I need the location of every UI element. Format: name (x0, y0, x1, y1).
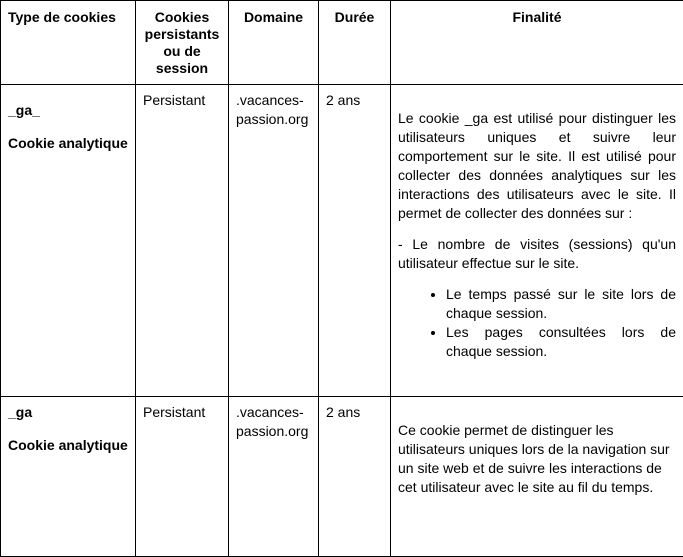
table-row (1, 397, 683, 557)
duration-cell: 2 ans (319, 85, 391, 397)
header-persistence: Cookies persistants ou de session (136, 1, 229, 85)
cookie-category: Cookie analytique (8, 134, 128, 153)
cookie-type-cell (1, 85, 136, 397)
cookie-name: _ga_ (8, 101, 128, 120)
table-row (1, 85, 683, 397)
persistence-cell: Persistant (136, 85, 229, 397)
header-purpose: Finalité (391, 1, 683, 85)
domain-cell: .vacances-passion.org (229, 397, 319, 557)
cookie-category: Cookie analytique (8, 436, 128, 455)
table-header-row (1, 1, 683, 85)
purpose-bullet-list (398, 285, 676, 361)
header-cookie-type: Type de cookies (1, 1, 136, 85)
cookie-type-cell (1, 397, 136, 557)
list-item: • Le temps passé sur le site lors de chaque session. (446, 285, 676, 323)
list-item: • Les pages consultées lors de chaque session. (446, 323, 676, 361)
purpose-line: - Le nombre de visites (sessions) qu'un utilisateur effectue sur le site. (398, 235, 676, 273)
domain-cell: .vacances-passion.org (229, 85, 319, 397)
header-domain: Domaine (229, 1, 319, 85)
purpose-cell (391, 85, 683, 397)
purpose-intro: Ce cookie permet de distinguer les utilisateurs uniques lors de la navigation sur un site web et de suivre les interactions de cet utilisateur avec le site au fil du temps. (398, 421, 676, 497)
header-duration: Durée (319, 1, 391, 85)
cookie-name: _ga (8, 403, 128, 422)
purpose-cell (391, 397, 683, 557)
persistence-cell: Persistant (136, 397, 229, 557)
purpose-intro: Le cookie _ga est utilisé pour distinguer les utilisateurs uniques et suivre leur comportement sur le site. Il est utilisé pour collecter des données analytiques sur les interactions des utilisateurs avec le site. Il permet de collecter des données sur : (398, 109, 676, 223)
duration-cell: 2 ans (319, 397, 391, 557)
